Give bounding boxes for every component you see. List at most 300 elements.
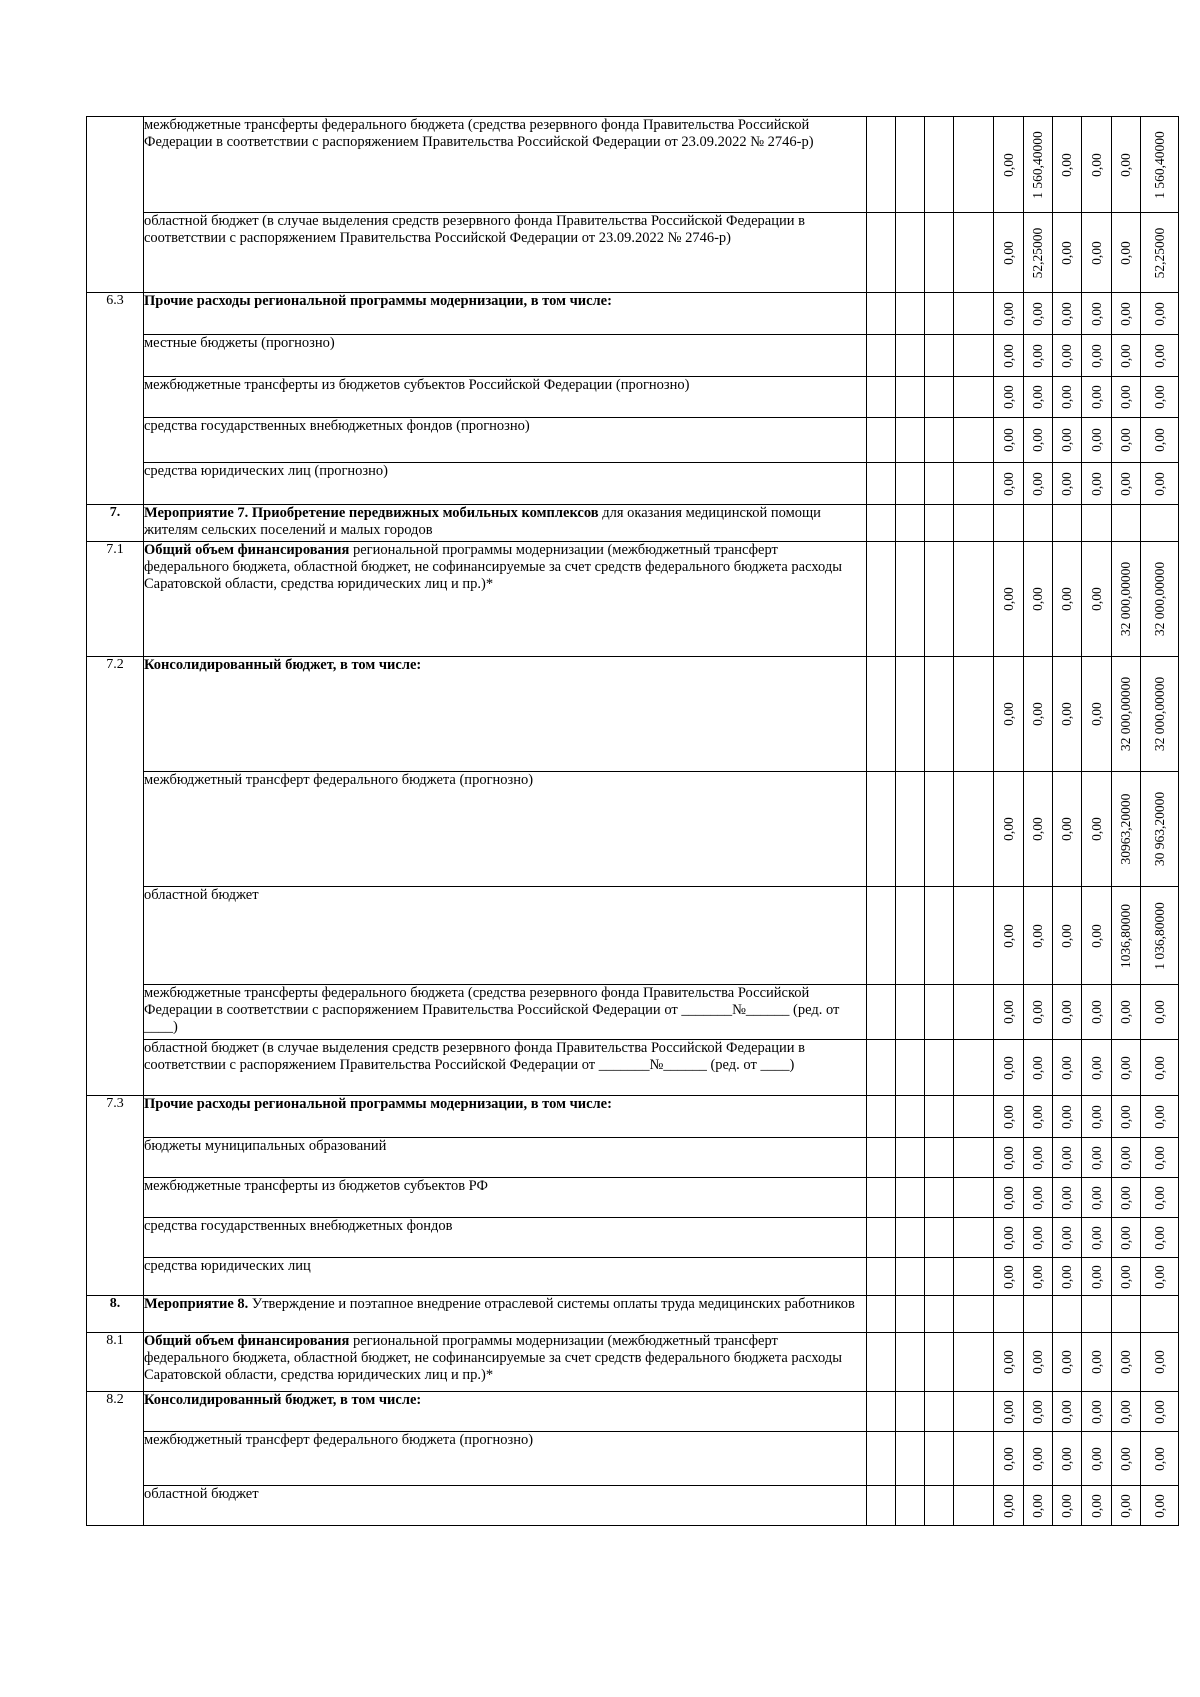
value-cell xyxy=(1053,1218,1082,1258)
value-cell xyxy=(1024,772,1053,887)
value-text: 0,00 xyxy=(1088,923,1104,948)
empty-cell xyxy=(867,505,896,542)
description-cell xyxy=(144,1258,867,1296)
value-text: 0,00 xyxy=(1000,385,1016,409)
empty-cell xyxy=(954,772,994,887)
empty-cell xyxy=(896,1096,925,1138)
empty-cell xyxy=(896,1392,925,1432)
value-text: 0,00 xyxy=(1030,923,1045,948)
value-text: 0,00 xyxy=(1000,343,1016,368)
description-text: бюджеты муниципальных образований xyxy=(144,1138,387,1154)
empty-cell xyxy=(925,1218,954,1258)
description-cell xyxy=(144,657,867,772)
description-cell xyxy=(144,1486,867,1526)
empty-cell xyxy=(954,1486,994,1526)
value-cell xyxy=(1112,1333,1141,1392)
empty-cell xyxy=(954,505,994,542)
table-row xyxy=(87,1486,1179,1526)
value-text: 0,00 xyxy=(1000,301,1016,326)
value-text: 0,00 xyxy=(1000,1264,1016,1289)
empty-cell xyxy=(954,418,994,463)
value-text: 0,00 xyxy=(1118,1493,1133,1518)
value-text: 32 000,00000 xyxy=(1151,561,1167,637)
value-text: 0,00 xyxy=(1088,1399,1104,1424)
value-cell xyxy=(1112,418,1141,463)
description-text: региональной программы модернизации (межбюджетный трансферт федерального бюджета, областной бюджет, не софинансируемые за счет средств федерального бюджета расходы Саратовской области, средства юридических лиц и пр.)* xyxy=(144,1333,842,1383)
value-cell xyxy=(1141,1392,1179,1432)
value-text: 0,00 xyxy=(1030,1350,1045,1374)
value-cell xyxy=(1053,772,1082,887)
empty-cell xyxy=(867,1486,896,1526)
value-text: 0,00 xyxy=(1088,428,1104,452)
value-cell xyxy=(1053,1040,1082,1096)
value-cell xyxy=(1053,1333,1082,1392)
value-cell xyxy=(1141,542,1179,657)
empty-cell xyxy=(867,213,896,293)
value-text: 0,00 xyxy=(1030,343,1045,368)
description-text: региональной программы модернизации (межбюджетный трансферт федерального бюджета, областной бюджет, не софинансируемые за счет средств федерального бюджета расходы Саратовской области, средства юридических лиц и пр.)* xyxy=(144,542,842,592)
row-number-cell: 7.3 xyxy=(87,1096,144,1296)
empty-cell xyxy=(925,542,954,657)
value-cell xyxy=(1053,1486,1082,1526)
value-text: 0,00 xyxy=(1059,471,1074,496)
value-text: 0,00 xyxy=(1088,1104,1104,1129)
empty-cell xyxy=(867,1432,896,1486)
description-text: средства юридических лиц (прогнозно) xyxy=(144,463,388,479)
value-cell xyxy=(1141,505,1179,542)
value-cell xyxy=(1141,213,1179,293)
value-text: 0,00 xyxy=(1059,152,1074,177)
value-cell xyxy=(1024,1258,1053,1296)
value-cell xyxy=(1082,1040,1112,1096)
value-text: 30 963,20000 xyxy=(1151,791,1167,867)
table-row xyxy=(87,1218,1179,1258)
value-text: 0,00 xyxy=(1000,1225,1016,1250)
description-cell xyxy=(144,887,867,985)
description-cell xyxy=(144,1392,867,1432)
value-cell xyxy=(1141,1333,1179,1392)
value-text: 0,00 xyxy=(1059,385,1074,409)
value-cell xyxy=(994,335,1024,377)
table-row xyxy=(87,377,1179,418)
value-cell xyxy=(1024,418,1053,463)
empty-cell xyxy=(896,1258,925,1296)
empty-cell xyxy=(954,1096,994,1138)
value-text: 32 000,00000 xyxy=(1151,676,1167,752)
value-text: 0,00 xyxy=(1088,587,1104,611)
value-cell xyxy=(1112,887,1141,985)
table-row xyxy=(87,117,1179,213)
value-text: 1 560,40000 xyxy=(1151,130,1167,199)
value-text: 0,00 xyxy=(1088,702,1104,726)
value-cell xyxy=(1082,1486,1112,1526)
value-text: 0,00 xyxy=(1000,1446,1016,1471)
value-cell xyxy=(1141,1432,1179,1486)
value-cell xyxy=(1112,463,1141,505)
empty-cell xyxy=(896,657,925,772)
empty-cell xyxy=(867,1296,896,1333)
value-cell xyxy=(1053,1296,1082,1333)
empty-cell xyxy=(896,335,925,377)
value-cell xyxy=(1112,1178,1141,1218)
description-text: областной бюджет (в случае выделения средств резервного фонда Правительства Российской Федерации в соответствии с распоряжением Правительства Российской Федерации от 23.09.2022 № 2746-р) xyxy=(144,213,805,246)
value-text: 0,00 xyxy=(1088,1493,1104,1518)
value-cell xyxy=(1141,1178,1179,1218)
value-text: 0,00 xyxy=(1000,1145,1016,1170)
value-cell xyxy=(1082,505,1112,542)
value-cell xyxy=(1082,985,1112,1040)
description-cell xyxy=(144,463,867,505)
empty-cell xyxy=(867,1096,896,1138)
empty-cell xyxy=(896,887,925,985)
empty-cell xyxy=(925,1178,954,1218)
value-text: 0,00 xyxy=(1059,923,1074,948)
value-text: 0,00 xyxy=(1030,1399,1045,1424)
value-text: 0,00 xyxy=(1030,1000,1045,1024)
value-cell xyxy=(1053,418,1082,463)
empty-cell xyxy=(954,213,994,293)
value-cell xyxy=(1082,887,1112,985)
table-row xyxy=(87,1040,1179,1096)
value-text: 0,00 xyxy=(1059,587,1074,611)
value-text: 0,00 xyxy=(1030,1055,1045,1080)
description-text: средства государственных внебюджетных фондов xyxy=(144,1218,453,1234)
description-text: областной бюджет (в случае выделения средств резервного фонда Правительства Российской Федерации в соответствии с распоряжением Правительства Российской Федерации от _______№______ (ред. от ____) xyxy=(144,1040,805,1073)
value-cell xyxy=(994,1258,1024,1296)
description-cell xyxy=(144,418,867,463)
value-cell xyxy=(994,542,1024,657)
empty-cell xyxy=(925,117,954,213)
value-cell xyxy=(1053,985,1082,1040)
value-text: 1 036,80000 xyxy=(1151,901,1167,970)
value-text: 0,00 xyxy=(1151,343,1167,368)
row-number-cell: 8.1 xyxy=(87,1333,144,1392)
value-text: 0,00 xyxy=(1030,385,1045,409)
value-text: 0,00 xyxy=(1118,1264,1133,1289)
empty-cell xyxy=(925,1096,954,1138)
description-text: межбюджетные трансферты из бюджетов субъектов РФ xyxy=(144,1178,488,1194)
empty-cell xyxy=(867,463,896,505)
value-text: 0,00 xyxy=(1030,587,1045,611)
empty-cell xyxy=(867,985,896,1040)
value-cell xyxy=(1082,418,1112,463)
empty-cell xyxy=(954,1258,994,1296)
value-cell xyxy=(1024,542,1053,657)
value-text: 0,00 xyxy=(1088,471,1104,496)
value-text: 0,00 xyxy=(1059,240,1074,265)
empty-cell xyxy=(925,505,954,542)
table-row xyxy=(87,1096,1179,1138)
empty-cell xyxy=(954,542,994,657)
empty-cell xyxy=(896,542,925,657)
value-text: 0,00 xyxy=(1059,1104,1074,1129)
value-text: 0,00 xyxy=(1030,1104,1045,1129)
value-cell xyxy=(1053,542,1082,657)
value-cell xyxy=(994,1178,1024,1218)
value-text: 0,00 xyxy=(1151,1055,1167,1080)
empty-cell xyxy=(925,1040,954,1096)
value-text: 0,00 xyxy=(1000,428,1016,452)
empty-cell xyxy=(925,1138,954,1178)
description-bold: Мероприятие 7. Приобретение передвижных мобильных комплексов xyxy=(144,505,599,521)
value-cell xyxy=(1082,1218,1112,1258)
value-cell xyxy=(1112,1218,1141,1258)
empty-cell xyxy=(867,772,896,887)
value-cell xyxy=(994,772,1024,887)
value-text: 0,00 xyxy=(1059,1399,1074,1424)
value-cell xyxy=(1024,117,1053,213)
value-cell xyxy=(1141,335,1179,377)
empty-cell xyxy=(925,887,954,985)
value-cell xyxy=(1112,1392,1141,1432)
value-cell xyxy=(1141,117,1179,213)
value-text: 0,00 xyxy=(1118,1104,1133,1129)
table-row xyxy=(87,1258,1179,1296)
empty-cell xyxy=(867,418,896,463)
empty-cell xyxy=(925,1333,954,1392)
value-cell xyxy=(1053,377,1082,418)
description-bold: Консолидированный бюджет, в том числе: xyxy=(144,657,422,673)
empty-cell xyxy=(867,293,896,335)
value-text: 0,00 xyxy=(1030,1446,1045,1471)
value-text: 0,00 xyxy=(1088,240,1104,265)
empty-cell xyxy=(896,1138,925,1178)
empty-cell xyxy=(925,657,954,772)
value-text: 0,00 xyxy=(1151,1399,1167,1424)
value-text: 0,00 xyxy=(1118,1446,1133,1471)
empty-cell xyxy=(925,772,954,887)
table-row xyxy=(87,985,1179,1040)
value-cell xyxy=(1024,985,1053,1040)
empty-cell xyxy=(896,1333,925,1392)
value-text: 0,00 xyxy=(1118,471,1133,496)
empty-cell xyxy=(867,117,896,213)
table-row xyxy=(87,1392,1179,1432)
value-text: 32 000,00000 xyxy=(1118,676,1133,752)
description-text: средства государственных внебюджетных фондов (прогнозно) xyxy=(144,418,530,434)
empty-cell xyxy=(867,1178,896,1218)
description-bold: Мероприятие 8. xyxy=(144,1296,249,1312)
budget-table xyxy=(86,116,1179,1526)
empty-cell xyxy=(954,1040,994,1096)
value-text: 1 560,40000 xyxy=(1030,130,1045,199)
value-text: 0,00 xyxy=(1118,1185,1133,1210)
description-cell xyxy=(144,1218,867,1258)
value-text: 0,00 xyxy=(1088,1055,1104,1080)
value-text: 0,00 xyxy=(1059,1493,1074,1518)
empty-cell xyxy=(954,657,994,772)
value-text: 0,00 xyxy=(1118,385,1133,409)
description-cell xyxy=(144,985,867,1040)
empty-cell xyxy=(896,505,925,542)
value-cell xyxy=(1082,1178,1112,1218)
value-text: 0,00 xyxy=(1151,1104,1167,1129)
value-cell xyxy=(1024,1218,1053,1258)
value-cell xyxy=(1141,1486,1179,1526)
empty-cell xyxy=(896,1040,925,1096)
empty-cell xyxy=(867,1040,896,1096)
value-cell xyxy=(1112,213,1141,293)
value-text: 0,00 xyxy=(1059,702,1074,726)
value-cell xyxy=(1024,1138,1053,1178)
value-cell xyxy=(1024,1178,1053,1218)
value-cell xyxy=(994,887,1024,985)
value-text: 0,00 xyxy=(1118,428,1133,452)
value-text: 0,00 xyxy=(1118,240,1133,265)
value-text: 52,25000 xyxy=(1030,227,1045,278)
empty-cell xyxy=(954,1218,994,1258)
empty-cell xyxy=(954,1333,994,1392)
value-text: 0,00 xyxy=(1151,1000,1167,1024)
value-text: 0,00 xyxy=(1088,1350,1104,1374)
empty-cell xyxy=(867,377,896,418)
empty-cell xyxy=(954,463,994,505)
row-number-cell: 7.1 xyxy=(87,542,144,657)
empty-cell xyxy=(896,1178,925,1218)
value-text: 0,00 xyxy=(1118,1000,1133,1024)
value-cell xyxy=(1082,1258,1112,1296)
description-cell xyxy=(144,1296,867,1333)
value-cell xyxy=(1082,213,1112,293)
value-cell xyxy=(1112,117,1141,213)
description-text: областной бюджет xyxy=(144,1486,259,1502)
value-cell xyxy=(1112,772,1141,887)
value-cell xyxy=(994,657,1024,772)
description-cell xyxy=(144,1432,867,1486)
empty-cell xyxy=(925,1392,954,1432)
value-cell xyxy=(1024,1296,1053,1333)
value-cell xyxy=(1082,1432,1112,1486)
empty-cell xyxy=(867,1138,896,1178)
value-text: 0,00 xyxy=(1000,1104,1016,1129)
value-cell xyxy=(1082,542,1112,657)
empty-cell xyxy=(925,377,954,418)
table-row xyxy=(87,418,1179,463)
value-cell xyxy=(994,213,1024,293)
value-cell xyxy=(1141,463,1179,505)
description-bold: Прочие расходы региональной программы модернизации, в том числе: xyxy=(144,1096,612,1112)
value-cell xyxy=(1053,1096,1082,1138)
empty-cell xyxy=(896,293,925,335)
table-row xyxy=(87,335,1179,377)
empty-cell xyxy=(896,1486,925,1526)
row-number-cell: 8. xyxy=(87,1296,144,1333)
value-text: 0,00 xyxy=(1000,471,1016,496)
value-cell xyxy=(1141,377,1179,418)
document-page xyxy=(86,116,1178,1526)
description-text: Утверждение и поэтапное внедрение отраслевой системы оплаты труда медицинских работников xyxy=(248,1296,855,1312)
value-text: 0,00 xyxy=(1151,1493,1167,1518)
value-cell xyxy=(1024,335,1053,377)
value-cell xyxy=(1053,117,1082,213)
table-row xyxy=(87,772,1179,887)
value-cell xyxy=(1112,293,1141,335)
description-text: средства юридических лиц xyxy=(144,1258,311,1274)
value-text: 0,00 xyxy=(1088,1446,1104,1471)
value-cell xyxy=(1112,657,1141,772)
value-cell xyxy=(1082,1392,1112,1432)
value-text: 0,00 xyxy=(1088,1185,1104,1210)
description-bold: Прочие расходы региональной программы модернизации, в том числе: xyxy=(144,293,612,309)
empty-cell xyxy=(925,293,954,335)
value-text: 0,00 xyxy=(1088,1000,1104,1024)
value-cell xyxy=(994,1096,1024,1138)
value-cell xyxy=(1082,463,1112,505)
value-cell xyxy=(1024,1486,1053,1526)
value-text: 0,00 xyxy=(1059,428,1074,452)
value-text: 0,00 xyxy=(1030,1185,1045,1210)
value-text: 0,00 xyxy=(1059,817,1074,841)
value-cell xyxy=(1024,657,1053,772)
description-text: межбюджетные трансферты федерального бюджета (средства резервного фонда Правительства Российской Федерации в соответствии с распоряжением Правительства Российской Федерации от _______№______ (ред. от ____) xyxy=(144,985,840,1035)
value-cell xyxy=(1112,505,1141,542)
value-text: 0,00 xyxy=(1000,1493,1016,1518)
value-cell xyxy=(994,1486,1024,1526)
value-cell xyxy=(994,1333,1024,1392)
value-cell xyxy=(1053,1432,1082,1486)
table-row xyxy=(87,1178,1179,1218)
value-cell xyxy=(1141,293,1179,335)
value-cell xyxy=(1053,335,1082,377)
value-text: 0,00 xyxy=(1088,385,1104,409)
empty-cell xyxy=(867,542,896,657)
value-text: 0,00 xyxy=(1059,1000,1074,1024)
value-text: 1036,80000 xyxy=(1118,903,1133,968)
value-text: 0,00 xyxy=(1000,1000,1016,1024)
value-text: 0,00 xyxy=(1118,301,1133,326)
empty-cell xyxy=(896,377,925,418)
empty-cell xyxy=(896,117,925,213)
description-cell xyxy=(144,1138,867,1178)
value-text: 30963,20000 xyxy=(1118,793,1133,865)
value-cell xyxy=(1141,1258,1179,1296)
description-text: областной бюджет xyxy=(144,887,259,903)
table-row xyxy=(87,213,1179,293)
value-cell xyxy=(1141,1138,1179,1178)
description-cell xyxy=(144,335,867,377)
value-text: 0,00 xyxy=(1030,817,1045,841)
value-cell xyxy=(1024,213,1053,293)
value-cell xyxy=(1024,293,1053,335)
empty-cell xyxy=(867,657,896,772)
value-cell xyxy=(1082,1138,1112,1178)
value-text: 0,00 xyxy=(1151,1145,1167,1170)
value-cell xyxy=(1053,1258,1082,1296)
empty-cell xyxy=(867,1258,896,1296)
description-cell xyxy=(144,377,867,418)
row-number-cell: 7.2 xyxy=(87,657,144,1096)
description-text: для оказания медицинской помощи жителям сельских поселений и малых городов xyxy=(144,505,821,538)
description-bold: Общий объем финансирования xyxy=(144,1333,350,1349)
value-cell xyxy=(1053,463,1082,505)
empty-cell xyxy=(867,1333,896,1392)
value-cell xyxy=(1141,657,1179,772)
table-row xyxy=(87,657,1179,772)
value-cell xyxy=(1112,1486,1141,1526)
empty-cell xyxy=(925,1296,954,1333)
table-row xyxy=(87,1432,1179,1486)
value-text: 0,00 xyxy=(1151,1350,1167,1374)
value-text: 0,00 xyxy=(1088,817,1104,841)
value-cell xyxy=(1112,335,1141,377)
value-text: 0,00 xyxy=(1151,385,1167,409)
value-text: 0,00 xyxy=(1030,702,1045,726)
description-cell xyxy=(144,213,867,293)
value-cell xyxy=(994,1040,1024,1096)
value-text: 0,00 xyxy=(1000,923,1016,948)
value-cell xyxy=(994,1138,1024,1178)
value-cell xyxy=(1024,1096,1053,1138)
